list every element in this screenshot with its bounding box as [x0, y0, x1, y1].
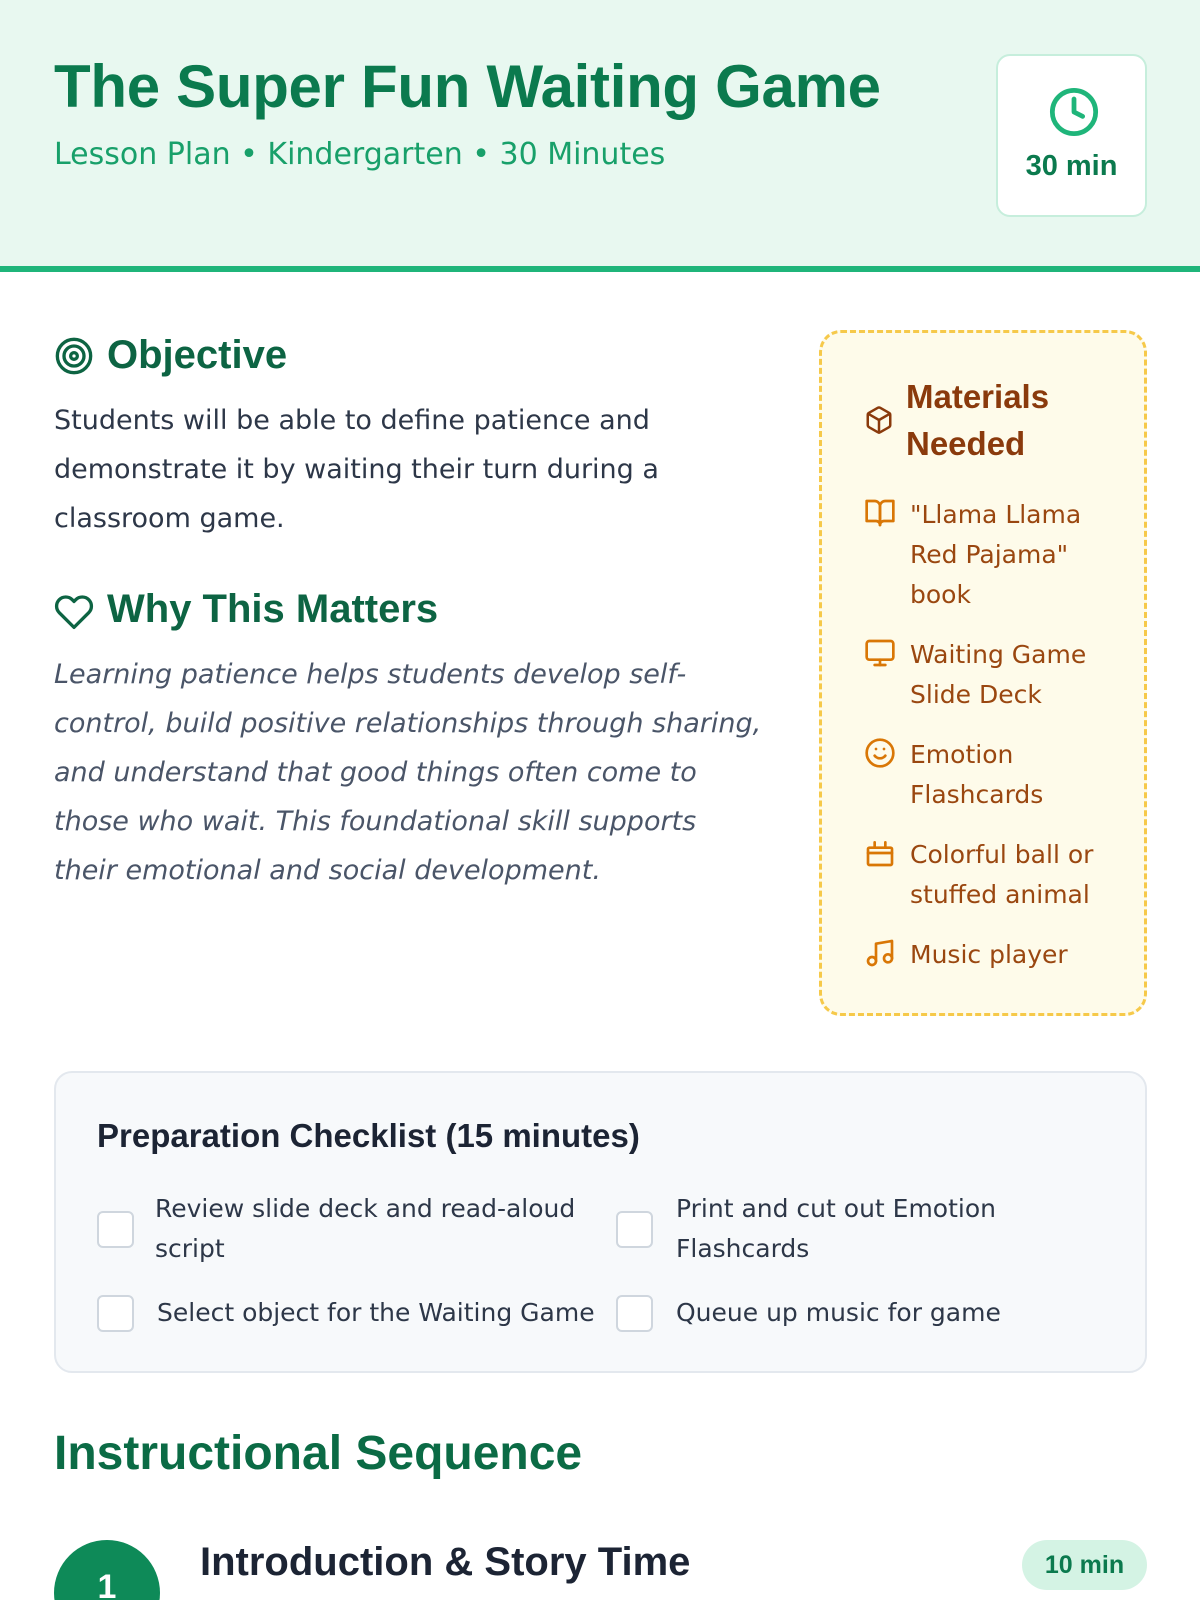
checkbox[interactable]: [97, 1211, 134, 1248]
checklist-item-label: Queue up music for game: [676, 1298, 1001, 1327]
checkbox[interactable]: [616, 1295, 653, 1332]
heart-icon: [54, 592, 94, 632]
materials-heading: [906, 373, 1049, 467]
objective-text: [54, 396, 754, 543]
checklist-item-label: [155, 1189, 595, 1269]
page-title: The Super Fun Waiting Game: [54, 53, 881, 120]
why-heading: Why This Matters: [107, 587, 439, 631]
materials-heading-line: Needed: [906, 425, 1026, 462]
material-line: Flashcards: [910, 780, 1044, 809]
objective-heading: Objective: [107, 333, 288, 377]
material-label: [910, 495, 1140, 615]
material-label: [910, 835, 1140, 915]
material-line: Emotion: [910, 740, 1014, 769]
objective-line: Students will be able to define patience and: [54, 405, 650, 436]
objective-line: demonstrate it by waiting their turn during a: [54, 454, 659, 485]
why-line: Learning patience helps students develop self-: [54, 659, 687, 690]
lesson-header: [0, 0, 1200, 272]
preparation-checklist: [54, 1071, 1147, 1373]
duration-card: [996, 54, 1147, 217]
material-line: "Llama Llama: [910, 500, 1082, 529]
step-duration-badge: 10 min: [1022, 1540, 1147, 1590]
smile-icon: [864, 737, 896, 769]
gift-icon: [864, 837, 896, 869]
target-icon: [54, 336, 94, 376]
instructional-heading: Instructional Sequence: [54, 1427, 583, 1480]
material-label: [910, 735, 1140, 815]
material-line: stuffed animal: [910, 880, 1090, 909]
material-line: Red Pajama": [910, 540, 1069, 569]
clock-icon: [1048, 86, 1100, 138]
why-line: their emotional and social development.: [54, 855, 601, 886]
duration-label: 30 min: [1025, 150, 1118, 182]
music-icon: [864, 937, 896, 969]
materials-heading-line: Materials: [906, 378, 1050, 415]
material-label: [910, 935, 1140, 975]
material-line: Colorful ball or: [910, 840, 1094, 869]
checklist-item-label: [676, 1189, 1116, 1269]
material-line: Waiting Game: [910, 640, 1087, 669]
why-line: and understand that good things often come to: [54, 757, 697, 788]
materials-panel: [819, 330, 1147, 1016]
why-line: control, build positive relationships through sharing,: [54, 708, 762, 739]
material-line: Music player: [910, 940, 1068, 969]
checklist-title: Preparation Checklist (15 minutes): [97, 1117, 640, 1154]
checklist-line: script: [155, 1234, 225, 1263]
checklist-line: Review slide deck and read-aloud: [155, 1194, 576, 1223]
box-icon: [864, 405, 894, 435]
page-subtitle: Lesson Plan • Kindergarten • 30 Minutes: [54, 137, 666, 172]
monitor-icon: [864, 637, 896, 669]
checkbox[interactable]: [616, 1211, 653, 1248]
why-line: those who wait. This foundational skill supports: [54, 806, 697, 837]
step-number-badge: [54, 1540, 160, 1600]
checkbox[interactable]: [97, 1295, 134, 1332]
material-line: book: [910, 580, 971, 609]
book-icon: [864, 497, 896, 529]
objective-line: classroom game.: [54, 503, 285, 534]
material-line: Slide Deck: [910, 680, 1042, 709]
step-number: 1: [97, 1568, 117, 1600]
checklist-line: Flashcards: [676, 1234, 810, 1263]
material-label: [910, 635, 1140, 715]
checklist-line: Print and cut out Emotion: [676, 1194, 996, 1223]
step-title: Introduction & Story Time: [200, 1540, 691, 1584]
checklist-item-label: Select object for the Waiting Game: [157, 1298, 595, 1327]
why-text: [54, 650, 794, 895]
